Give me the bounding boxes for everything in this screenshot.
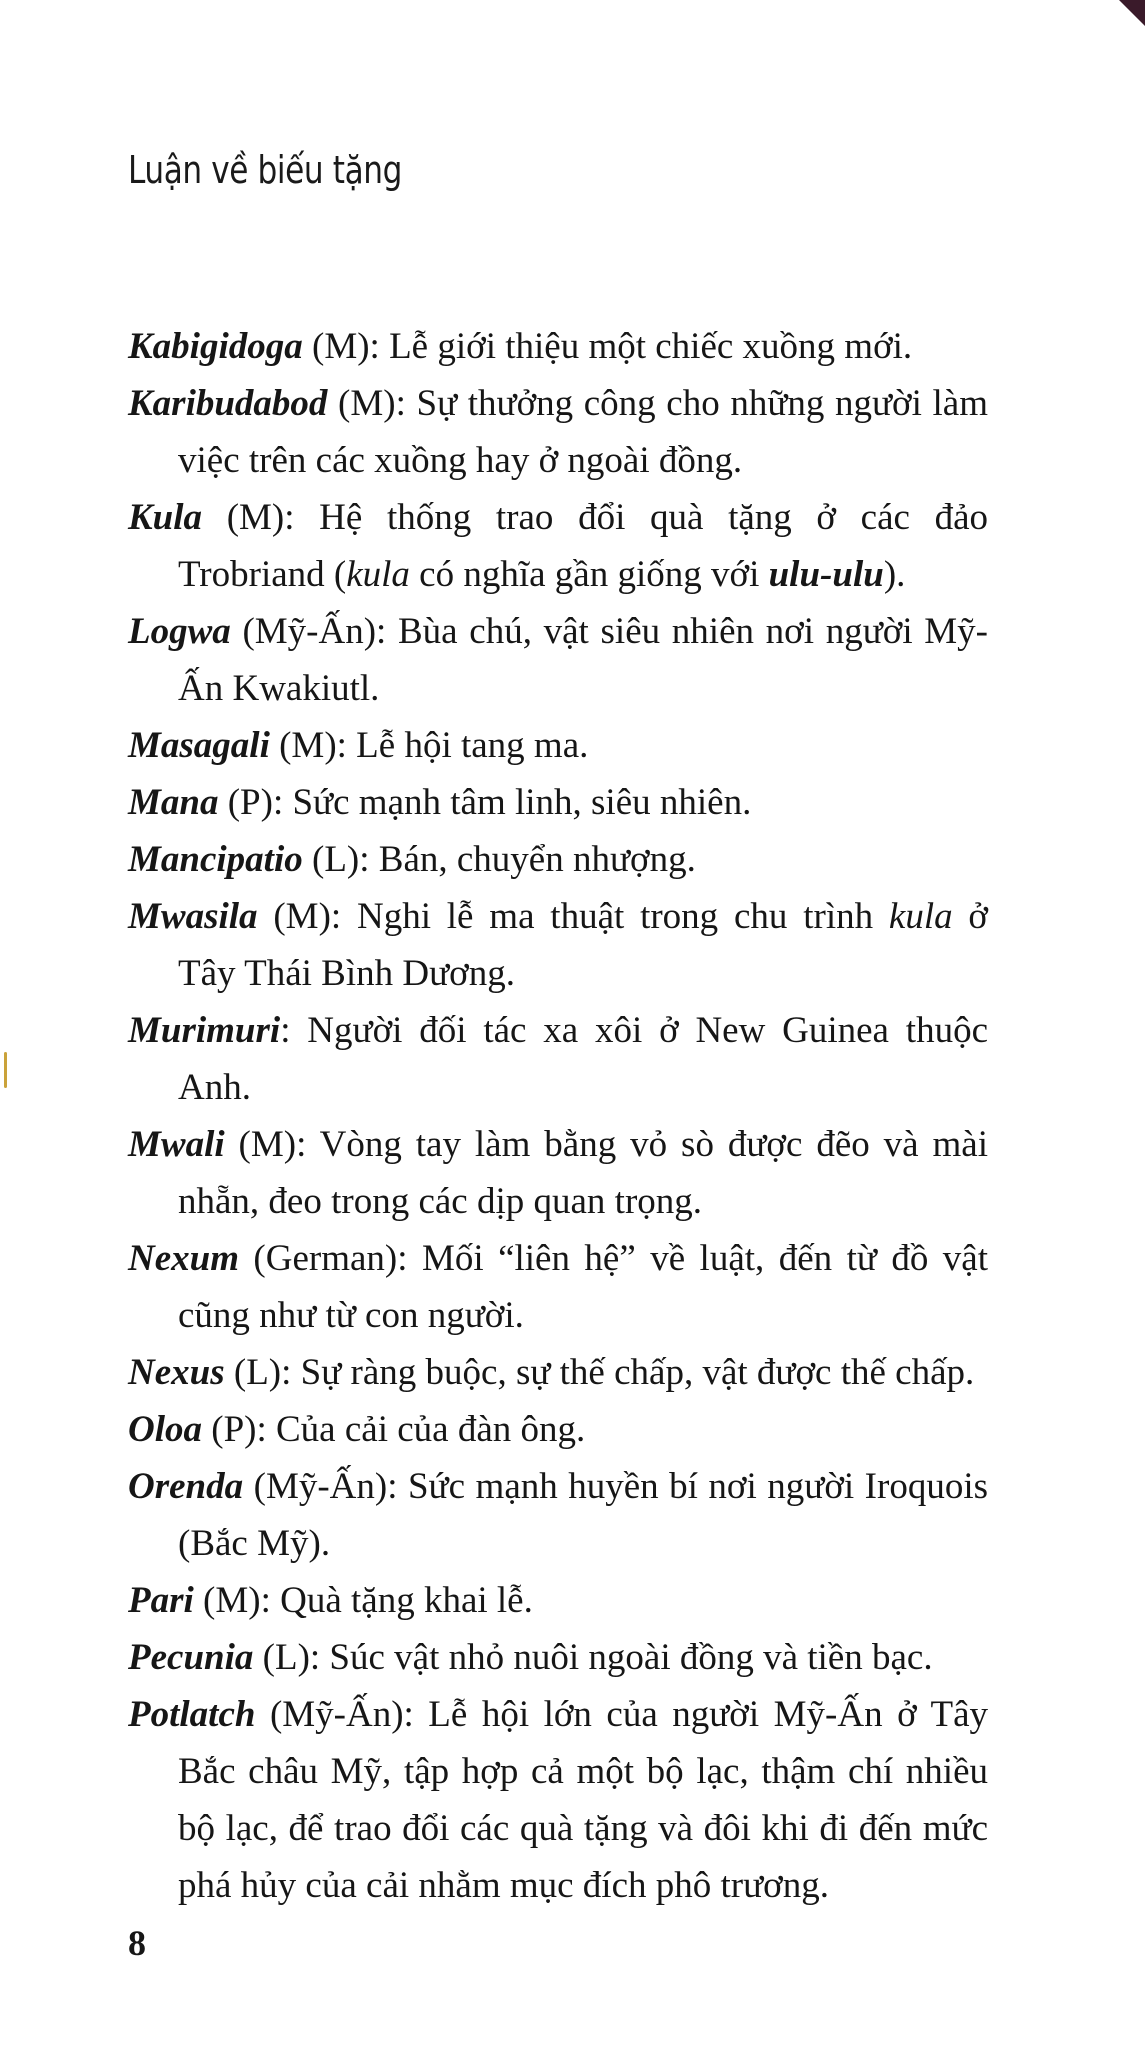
glossary-definition: (M): Vòng tay làm bằng vỏ sò được đẽo và mài nhẵn, đeo trong các dịp quan trọng. bbox=[178, 1124, 988, 1222]
glossary-definition: (L): Bán, chuyển nhượng. bbox=[302, 839, 696, 880]
glossary-italic-word: ulu-ulu bbox=[768, 554, 884, 595]
glossary-definition: (P): Sức mạnh tâm linh, siêu nhiên. bbox=[218, 782, 752, 823]
glossary-term: Kabigidoga bbox=[128, 326, 303, 367]
glossary-entry-murimuri bbox=[128, 1002, 988, 1116]
glossary-definition: có nghĩa gần giống với bbox=[409, 554, 769, 595]
glossary-term: Murimuri bbox=[128, 1010, 281, 1051]
glossary-definition: (M): Sự thưởng công cho những người làm việc trên các xuồng hay ở ngoài đồng. bbox=[178, 383, 988, 481]
glossary-term: Mana bbox=[128, 782, 219, 823]
glossary-definition: (M): Quà tặng khai lễ. bbox=[193, 1580, 533, 1621]
glossary-entry-mancipatio bbox=[128, 831, 988, 888]
glossary-definition: (German): Mối “liên hệ” về luật, đến từ đồ vật cũng như từ con người. bbox=[178, 1238, 988, 1336]
glossary-list bbox=[128, 318, 988, 1914]
glossary-entry-logwa bbox=[128, 603, 988, 717]
glossary-definition: (L): Súc vật nhỏ nuôi ngoài đồng và tiền bạc. bbox=[253, 1637, 933, 1678]
glossary-entry-masagali bbox=[128, 717, 988, 774]
page-edge-mark bbox=[4, 1052, 7, 1088]
glossary-term: Mwasila bbox=[128, 896, 258, 937]
glossary-definition: ở Tây Thái Bình Dương. bbox=[178, 896, 988, 994]
page-corner-mark bbox=[1119, 0, 1145, 26]
glossary-entry-mwali bbox=[128, 1116, 988, 1230]
glossary-entry-karibudabod bbox=[128, 375, 988, 489]
glossary-entry-kabigidoga bbox=[128, 318, 988, 375]
glossary-term: Pecunia bbox=[128, 1637, 254, 1678]
glossary-definition: : Người đối tác xa xôi ở New Guinea thuộc Anh. bbox=[178, 1010, 988, 1108]
glossary-entry-kula bbox=[128, 489, 988, 603]
glossary-definition: (M): Lễ giới thiệu một chiếc xuồng mới. bbox=[302, 326, 913, 367]
glossary-definition: (M): Lễ hội tang ma. bbox=[269, 725, 589, 766]
glossary-term: Karibudabod bbox=[128, 383, 328, 424]
glossary-definition: (Mỹ-Ấn): Bùa chú, vật siêu nhiên nơi người Mỹ-Ấn Kwakiutl. bbox=[178, 611, 988, 709]
glossary-entry-potlatch bbox=[128, 1686, 988, 1914]
glossary-definition: (Mỹ-Ấn): Sức mạnh huyền bí nơi người Iroquois (Bắc Mỹ). bbox=[178, 1466, 988, 1564]
glossary-term: Nexum bbox=[128, 1238, 239, 1279]
glossary-italic-word: kula bbox=[346, 554, 410, 595]
glossary-entry-pecunia bbox=[128, 1629, 988, 1686]
glossary-entry-mana bbox=[128, 774, 988, 831]
glossary-definition: (L): Sự ràng buộc, sự thế chấp, vật được thế chấp. bbox=[224, 1352, 975, 1393]
glossary-term: Orenda bbox=[128, 1466, 244, 1507]
glossary-term: Pari bbox=[128, 1580, 194, 1621]
glossary-entry-mwasila bbox=[128, 888, 988, 1002]
glossary-term: Oloa bbox=[128, 1409, 202, 1450]
glossary-entry-nexus bbox=[128, 1344, 988, 1401]
glossary-term: Potlatch bbox=[128, 1694, 256, 1735]
glossary-definition: (Mỹ-Ấn): Lễ hội lớn của người Mỹ-Ấn ở Tây Bắc châu Mỹ, tập hợp cả một bộ lạc, thậm chí nhiều bộ lạc, để trao đổi các quà tặng và đôi khi đi đến mức phá hủy của cải nhằm mục đích phô trương. bbox=[178, 1694, 988, 1906]
glossary-term: Nexus bbox=[128, 1352, 225, 1393]
glossary-entry-oloa bbox=[128, 1401, 988, 1458]
glossary-term: Kula bbox=[128, 497, 203, 538]
glossary-italic-word: kula bbox=[888, 896, 953, 937]
running-header: Luận về biếu tặng bbox=[128, 148, 402, 192]
glossary-term: Mancipatio bbox=[128, 839, 303, 880]
glossary-entry-nexum bbox=[128, 1230, 988, 1344]
glossary-term: Mwali bbox=[128, 1124, 225, 1165]
glossary-definition: (M): Nghi lễ ma thuật trong chu trình bbox=[257, 896, 889, 937]
page-number: 8 bbox=[128, 1923, 146, 1963]
glossary-definition: ). bbox=[883, 554, 906, 595]
glossary-term: Masagali bbox=[128, 725, 270, 766]
glossary-definition: (P): Của cải của đàn ông. bbox=[202, 1409, 586, 1450]
glossary-entry-orenda bbox=[128, 1458, 988, 1572]
glossary-term: Logwa bbox=[128, 611, 231, 652]
glossary-definition: (M): Hệ thống trao đổi quà tặng ở các đảo Trobriand ( bbox=[178, 497, 988, 595]
glossary-entry-pari bbox=[128, 1572, 988, 1629]
